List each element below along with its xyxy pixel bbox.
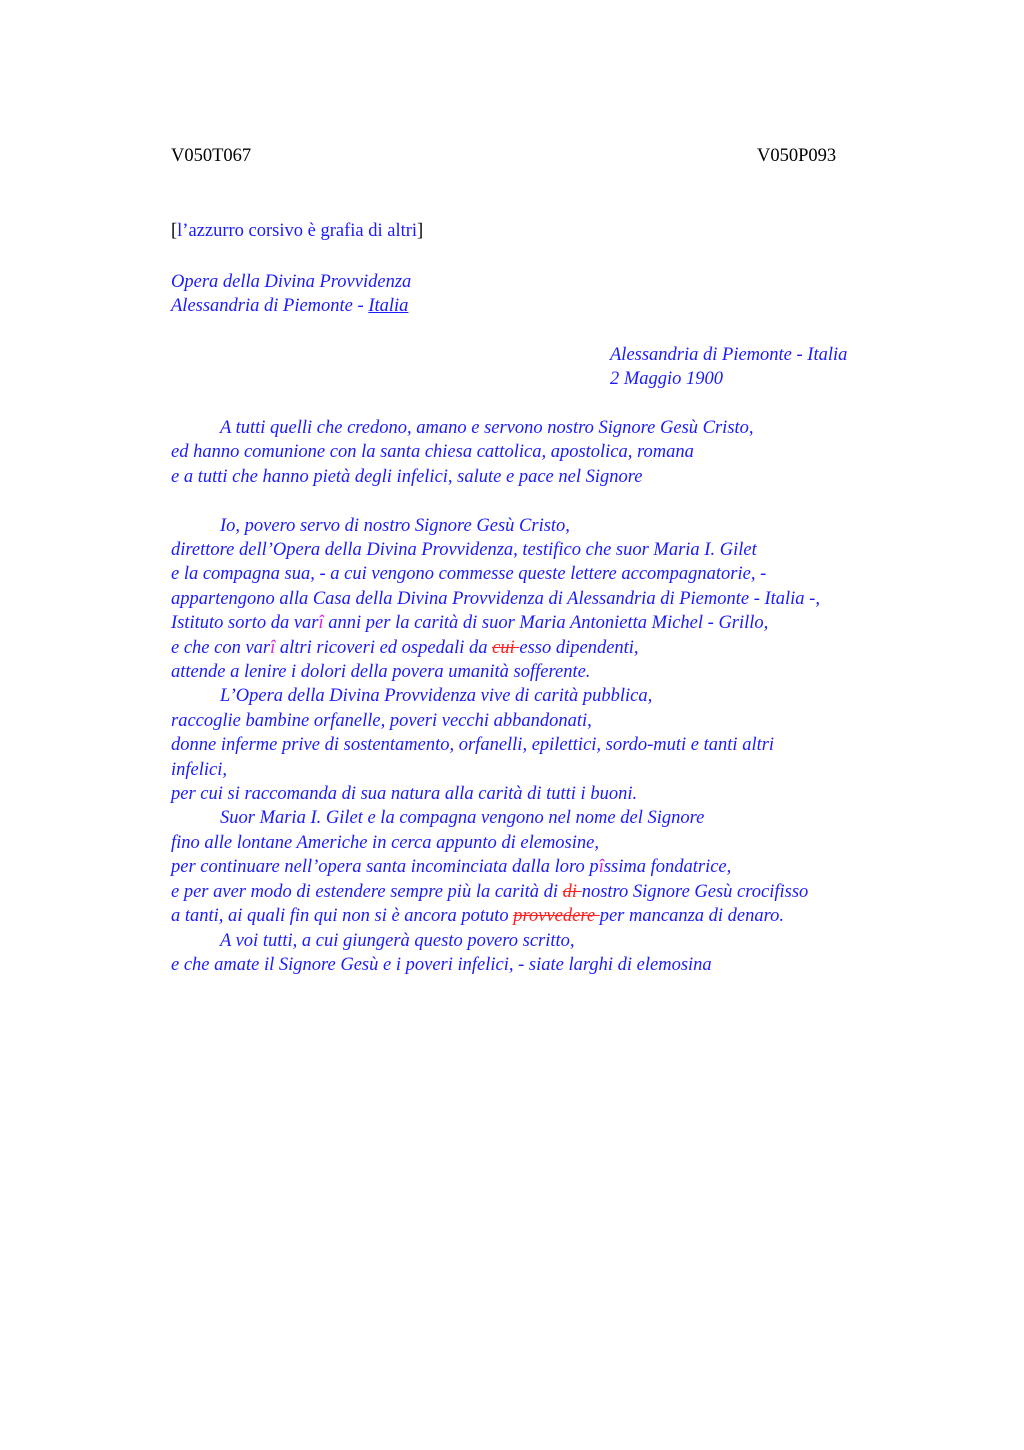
body-line-1: Io, povero servo di nostro Signore Gesù Cristo,: [220, 515, 570, 536]
body-line-18: A voi tutti, a cui giungerà questo povero scritto,: [220, 930, 575, 951]
deletion-mark: di: [562, 881, 582, 902]
body-line-15: [171, 855, 820, 879]
text-segment: altri ricoveri ed ospedali da: [275, 637, 493, 658]
body-line-11: infelici,: [171, 759, 227, 780]
greeting-line-3: e a tutti che hanno pietà degli infelici, salute e pace nel Signore: [171, 466, 643, 487]
letterhead-line-2: [171, 294, 411, 318]
insertion-mark: î: [318, 613, 324, 634]
body-line-12: per cui si raccomanda di sua natura alla carità di tutti i buoni.: [171, 784, 638, 805]
greeting-line-1: A tutti quelli che credono, amano e servono nostro Signore Gesù Cristo,: [220, 418, 754, 438]
body-line-17: [171, 904, 820, 928]
body-line-3: e la compagna sua, - a cui vengono commesse queste lettere accompagnatorie, -: [171, 564, 767, 585]
body-line-4: appartengono alla Casa della Divina Provvidenza di Alessandria di Piemonte - Italia -,: [171, 588, 820, 609]
note-bracket-open: [: [171, 221, 178, 241]
insertion-mark: î: [270, 637, 276, 658]
text-segment: ssima fondatrice,: [603, 857, 732, 878]
dateline: [610, 343, 847, 392]
note-text: l’azzurro corsivo è grafia di altri: [177, 221, 418, 241]
body-line-10: donne inferme prive di sostentamento, orfanelli, epilettici, sordo-muti e tanti altri: [171, 735, 775, 756]
deletion-mark: provvedere: [513, 906, 600, 927]
note-bracket-close: ]: [417, 221, 424, 241]
text-segment: per mancanza di denaro.: [599, 906, 785, 927]
editorial-note: [171, 221, 423, 242]
letter-body: [171, 416, 820, 977]
text-segment: per continuare nell’opera santa incominciata dalla loro p: [171, 857, 599, 878]
text-segment: Istituto sorto da var: [171, 613, 319, 634]
text-segment: e che con var: [171, 637, 271, 658]
body-line-7: attende a lenire i dolori della povera umanità sofferente.: [171, 662, 591, 683]
body-line-8: L’Opera della Divina Provvidenza vive di carità pubblica,: [220, 686, 653, 707]
text-segment: nostro Signore Gesù crocifisso: [581, 881, 809, 902]
dateline-date: 2 Maggio 1900: [610, 369, 724, 390]
letterhead: [171, 270, 411, 319]
text-segment: e per aver modo di estendere sempre più la carità di: [171, 881, 563, 902]
letterhead-country: Italia: [368, 296, 409, 317]
body-line-13: Suor Maria I. Gilet e la compagna vengono nel nome del Signore: [220, 808, 705, 829]
letterhead-line-1: Opera della Divina Provvidenza: [171, 272, 412, 292]
text-segment: esso dipendenti,: [519, 637, 639, 658]
body-line-16: [171, 880, 820, 904]
greeting-line-2: ed hanno comunione con la santa chiesa cattolica, apostolica, romana: [171, 442, 694, 463]
dateline-place: Alessandria di Piemonte - Italia: [610, 345, 848, 365]
document-code-right: V050P093: [757, 146, 837, 166]
document-code-left: V050T067: [171, 146, 252, 166]
paragraph-gap: [171, 489, 820, 513]
body-line-5: [171, 611, 820, 635]
text-segment: anni per la carità di suor Maria Antonietta Michel - Grillo,: [323, 613, 769, 634]
text-segment: a tanti, ai quali fin qui non si è ancora potuto: [171, 906, 514, 927]
deletion-mark: cui: [492, 637, 520, 658]
body-line-6: [171, 636, 820, 660]
body-line-19: e che amate il Signore Gesù e i poveri infelici, - siate larghi di elemosina: [171, 954, 712, 975]
body-line-9: raccoglie bambine orfanelle, poveri vecchi abbandonati,: [171, 710, 592, 731]
body-line-14: fino alle lontane Americhe in cerca appunto di elemosine,: [171, 832, 599, 853]
letterhead-place: Alessandria di Piemonte -: [171, 296, 369, 317]
body-line-2: direttore dell’Opera della Divina Provvidenza, testifico che suor Maria I. Gilet: [171, 540, 757, 561]
insertion-mark: î: [598, 857, 604, 878]
